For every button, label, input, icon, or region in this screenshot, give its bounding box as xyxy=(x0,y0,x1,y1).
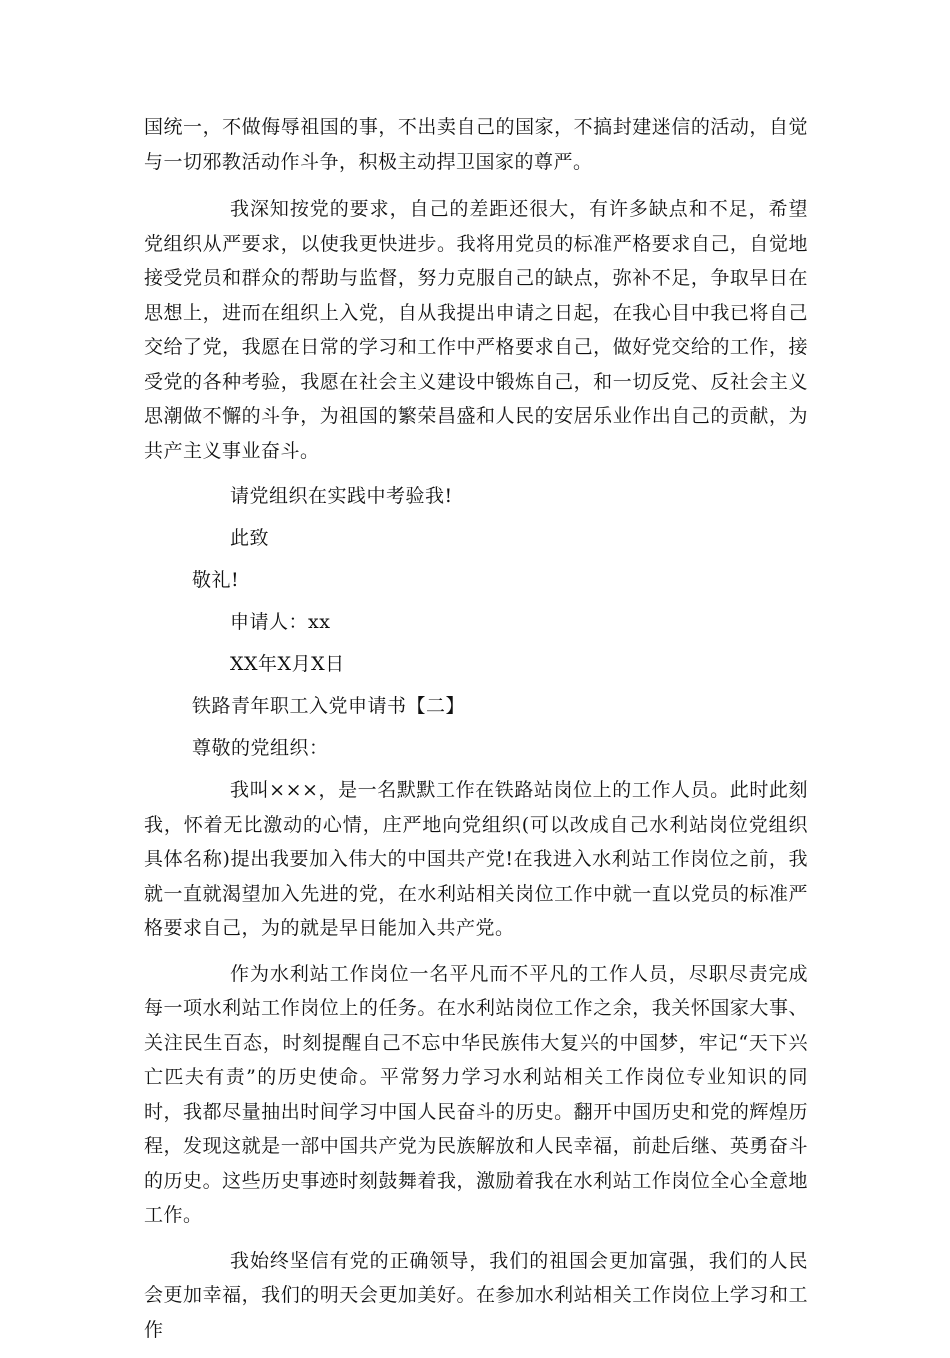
closing-request: 请党组织在实践中考验我! xyxy=(230,485,453,507)
letter-greeting: 尊敬的党组织： xyxy=(192,737,329,759)
closing-respect: 敬礼! xyxy=(192,569,240,591)
paragraph-continuation: 国统一，不做侮辱祖国的事，不出卖自己的国家，不搞封建迷信的活动，自觉与一切邪教活动作斗争，积极主动捍卫国家的尊严。 xyxy=(144,116,808,173)
document-page xyxy=(144,110,808,1358)
application-date: XX年X月X日 xyxy=(230,653,345,675)
closing-salutation: 此致 xyxy=(230,527,270,549)
paragraph-introduction: 我叫×××，是一名默默工作在铁路站岗位上的工作人员。此时此刻我，怀着无比激动的心情，庄严地向党组织(可以改成自己水利站岗位党组织具体名称)提出我要加入伟大的中国共产党!在我进入水利站工作岗位之前，我就一直就渴望加入先进的党，在水利站相关岗位工作中就一直以党员的标准严格要求自己，为的就是早日能加入共产党。 xyxy=(144,779,808,939)
paragraph-work: 作为水利站工作岗位一名平凡而不平凡的工作人员，尽职尽责完成每一项水利站工作岗位上的任务。在水利站岗位工作之余，我关怀国家大事、关注民生百态，时刻提醒自己不忘中华民族伟大复兴的中国梦，牢记“天下兴亡匹夫有责”的历史使命。平常努力学习水利站相关工作岗位专业知识的同时，我都尽量抽出时间学习中国人民奋斗的历史。翻开中国历史和党的辉煌历程，发现这就是一部中国共产党为民族解放和人民幸福，前赴后继、英勇奋斗的历史。这些历史事迹时刻鼓舞着我，激励着我在水利站工作岗位全心全意地工作。 xyxy=(144,962,808,1226)
paragraph-belief: 我始终坚信有党的正确领导，我们的祖国会更加富强，我们的人民会更加幸福，我们的明天会更加美好。在参加水利站相关工作岗位上学习和工作 xyxy=(144,1249,808,1341)
paragraph-commitment: 我深知按党的要求，自己的差距还很大，有许多缺点和不足，希望党组织从严要求，以使我更快进步。我将用党员的标准严格要求自己，自觉地接受党员和群众的帮助与监督，努力克服自己的缺点，弥补不足，争取早日在思想上，进而在组织上入党，自从我提出申请之日起，在我心目中我已将自己交给了党，我愿在日常的学习和工作中严格要求自己，做好党交给的工作，接受党的各种考验，我愿在社会主义建设中锻炼自己，和一切反党、反社会主义思潮做不懈的斗争，为祖国的繁荣昌盛和人民的安居乐业作出自己的贡献，为共产主义事业奋斗。 xyxy=(144,198,808,462)
applicant-name: 申请人：xx xyxy=(230,611,331,633)
section-heading: 铁路青年职工入党申请书【二】 xyxy=(192,695,466,717)
